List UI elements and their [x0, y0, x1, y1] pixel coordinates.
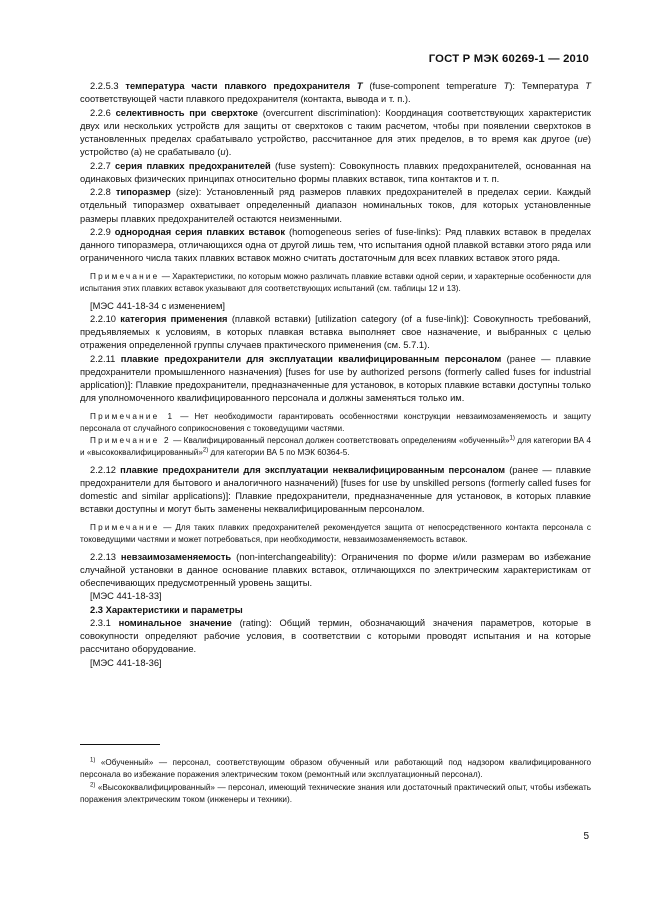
clause-number: 2.2.10	[90, 313, 121, 324]
clause-text: (size): Установленный ряд размеров плавких предохранителей в пределах серии. Каждый отдельный типоразмер охватывает определенный диапазон номинальных токов, для которых установленные размеры плавких предохранителей остаются неизменными.	[80, 187, 591, 224]
clause-number: 2.2.9	[90, 226, 115, 237]
note-2-2-12	[80, 522, 591, 546]
clause-term: категория применения	[120, 313, 228, 324]
note-label: Примечание	[90, 271, 160, 281]
footnotes	[80, 757, 591, 806]
reference-mes-441-18-34: [МЭС 441-18-34 с изменением]	[90, 300, 225, 311]
clause-text: (rating): Общий термин, обозначающий значения параметров, которые в совокупности определяют рабочие условия, в соответствии с которыми проводят испытания и на которые рассчитано оборудование.	[80, 617, 591, 655]
reference-mes-441-18-36: [МЭС 441-18-36]	[90, 657, 162, 668]
clause-number: 2.2.7	[90, 160, 115, 171]
clause-text: соответствующей части плавкого предохранителя (контакта, вывода и т. п.).	[80, 94, 411, 105]
clause-text: (non-interchangeability): Ограничения по форме и/или размерам во избежание случайной установки в данное основание плавких вставок, отличающихся по электрическим характеристикам от обеспечивающих предусмотренный уровень защиты.	[80, 551, 591, 588]
note-text: для категории ВА 4 и «высококвалифицированный»	[80, 435, 591, 457]
note-text: — Нет необходимости гарантировать особенностями конструкции невзаимозаменяемость и защиту персонала от случайного соприкосновения с токоведущими частями.	[80, 411, 591, 433]
clause-2-2-8	[80, 186, 591, 226]
clause-text: ) устройство (а) не срабатывало (	[80, 134, 591, 158]
clause-2-2-12	[80, 464, 591, 517]
footnote-ref-2[interactable]: 2)	[202, 446, 209, 453]
term-symbol: T	[503, 81, 510, 91]
note-text: — Квалифицированный персонал должен соответствовать определениям «обученный»	[170, 435, 510, 445]
clause-term: температура части плавкого предохранителя	[125, 81, 357, 91]
clause-number: 2.2.5.3	[90, 81, 126, 91]
footnote-mark: 2)	[90, 781, 96, 788]
page-number: 5	[583, 831, 589, 842]
clause-number: 2.2.12	[90, 464, 121, 475]
clause-term: серия плавких предохранителей	[114, 160, 271, 171]
footnote-2	[80, 782, 591, 807]
note-text: для категории ВА 5 по МЭК 60364-5.	[208, 447, 350, 457]
note-label: Примечание	[90, 522, 160, 532]
document-body	[80, 80, 591, 670]
clause-term: типоразмер	[115, 187, 171, 197]
note-2-2-11-2	[80, 435, 591, 459]
clause-number: 2.2.13	[90, 551, 121, 562]
footnote-ref-1[interactable]: 1)	[509, 434, 515, 441]
clause-2-2-11	[80, 353, 591, 406]
clause-term: плавкие предохранители для эксплуатации неквалифицированным персоналом	[120, 464, 506, 475]
clause-number: 2.2.8	[90, 187, 116, 197]
term-symbol: T	[585, 81, 592, 91]
note-2-2-9	[80, 271, 591, 295]
footnote-mark: 1)	[90, 757, 96, 764]
clause-text: (ранее — плавкие предохранители для бытового и аналогичного назначений) [fuses for use by unskilled persons (formerly called fuses for domestic and similar applications)]: Плавкие предохранители, предназначенные для установок, в которых плавкие вставки доступны и могут быть заменены неквалифицированным персоналом.	[80, 464, 591, 515]
clause-number: 2.3.1	[90, 617, 119, 628]
clause-2-2-7	[80, 160, 591, 187]
clause-text: ).	[225, 147, 232, 158]
clause-text: и	[220, 147, 226, 158]
clause-text: (homogeneous series of fuse-links): Ряд плавких вставок в пределах данного типоразмера, отличающихся одна от другой лишь тем, что испытания одной плавкой вставки этого ряда или ограниченного числа таких плавких вставок можно считать достаточным для всех плавких вставок этого ряда.	[80, 226, 591, 264]
clause-2-3-1	[80, 617, 591, 657]
clause-term: плавкие предохранители для эксплуатации квалифицированным персоналом	[120, 353, 502, 364]
footnote-1	[80, 757, 591, 782]
clause-number: 2.2.11	[90, 353, 121, 364]
footnote-text: «Высококвалифицированный» — персонал, имеющий технические знания или достаточный практический опыт, чтобы избежать поражения электрическим током (инженеры и техники).	[80, 782, 591, 804]
clause-2-2-5-3	[80, 80, 591, 107]
clause-2-2-9	[80, 226, 591, 266]
note-label: Примечание 1	[90, 411, 175, 421]
clause-text: (fuse system): Совокупность плавких предохранителей, основанная на одинаковых физических принципах относительно формы плавких вставок, типа контактов и т. п.	[80, 160, 591, 184]
note-2-2-11-1	[80, 411, 591, 435]
reference-mes-441-18-33: [МЭС 441-18-33]	[90, 591, 162, 602]
clause-2-2-6	[80, 107, 591, 160]
clause-term: селективность при сверхтоке	[115, 107, 258, 118]
clause-term: номинальное значение	[118, 617, 232, 628]
clause-text: (fuse-component temperature	[362, 81, 504, 91]
note-text: — Для таких плавких предохранителей рекомендуется защита от непосредственного контакта персонала с токоведущими частями и может потребоваться, при необходимости, невзаимозаменяемость вставок.	[80, 522, 591, 544]
clause-text: ): Температура	[509, 81, 586, 91]
clause-term: невзаимозаменяемость	[120, 551, 232, 562]
clause-2-2-13	[80, 551, 591, 591]
term-symbol: T	[356, 81, 363, 91]
footnote-text: «Обученный» — персонал, соответствующим образом обученный или работающий под надзором квалифицированного персонала во избежание поражения электрическим током (ремонтный или эксплуатационный персонал).	[80, 758, 591, 780]
clause-text: (overcurrent discrimination): Координация соответствующих характеристик двух или нескольких устройств для защиты от сверхтоков с таким расчетом, чтобы при появлении сверхтоков в установленных пределах срабатывало устройство, рассчитанное для этих пределов, в то время как другое (	[80, 107, 591, 144]
clause-text: (ранее — плавкие предохранители промышленного назначения) [fuses for use by authorized persons (formerly called fuses for industrial application)]: Плавкие предохранители, предназначенные для установок, в которых плавкие вставки доступны только для уполномоченного квалифицированного персонала и должны заменяться только им.	[80, 353, 591, 404]
clause-number: 2.2.6	[90, 107, 116, 118]
footnote-separator	[80, 744, 160, 745]
page-header-standard: ГОСТ Р МЭК 60269-1 — 2010	[428, 53, 589, 65]
section-heading-2-3: 2.3 Характеристики и параметры	[90, 604, 243, 615]
clause-text: ие	[577, 134, 588, 144]
clause-2-2-10	[80, 313, 591, 353]
note-label: Примечание 2	[90, 435, 171, 445]
clause-term: однородная серия плавких вставок	[114, 226, 285, 237]
note-text: — Характеристики, по которым можно различать плавкие вставки одной серии, и характерные особенности для испытания этих плавких вставок указывают для соответствующих испытаний (см. таблицы 12 и 13).	[80, 271, 591, 293]
clause-text: (плавкой вставки) [utilization category (of a fuse-link)]: Совокупность требований, предъявляемых к условиям, в которых плавкая вставка выполняет свое назначение, и выбранных с целью отражения определенной группы случаев практического применения (см. 5.7.1).	[80, 313, 591, 351]
